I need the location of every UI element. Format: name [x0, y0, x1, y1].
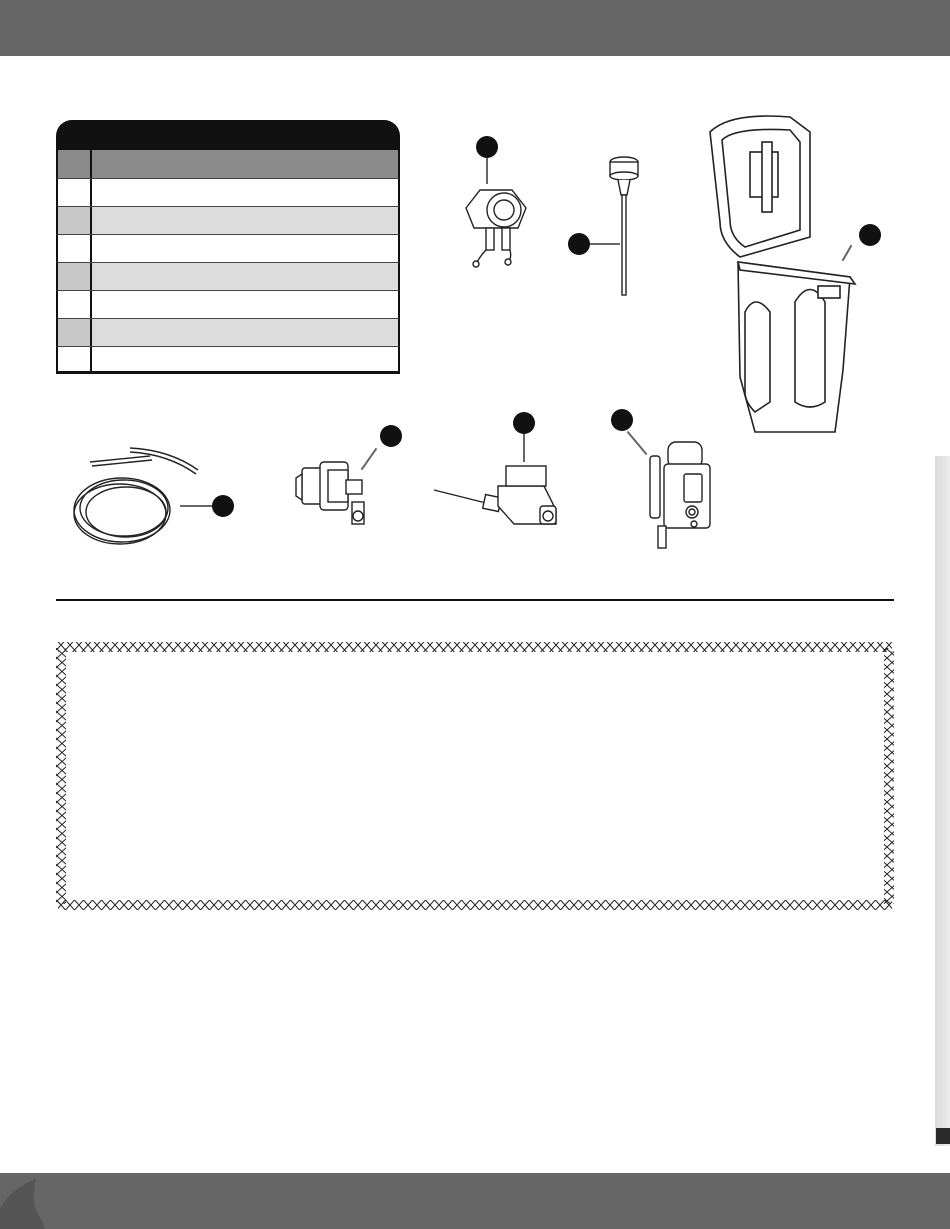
bulkhead-fitting-icon [292, 458, 372, 533]
power-adapter-icon [432, 458, 572, 533]
callout-marker [212, 495, 234, 517]
float-switch-icon [600, 155, 650, 300]
table-row [56, 290, 400, 318]
parts-table-header [56, 120, 400, 150]
table-row [56, 234, 400, 262]
brand-leaf-icon [0, 1173, 56, 1229]
pump-head-icon [456, 180, 536, 270]
callout-marker [568, 233, 590, 255]
callout-marker [380, 425, 402, 447]
header-bar [0, 0, 950, 56]
footer-bar [0, 1173, 950, 1229]
table-row [56, 262, 400, 290]
parts-table [56, 120, 400, 374]
reservoir-tank-icon [700, 112, 865, 437]
notice-box [52, 640, 898, 914]
table-row [56, 206, 400, 234]
section-divider [56, 599, 894, 601]
callout-marker [476, 136, 498, 158]
callout-marker [513, 412, 535, 434]
tubing-coil-icon [70, 440, 210, 550]
callout-marker [611, 409, 633, 431]
table-row [56, 346, 400, 372]
section-marker [936, 1128, 950, 1144]
controller-module-icon [644, 436, 724, 554]
table-row [56, 178, 400, 206]
table-row [56, 318, 400, 346]
section-side-tab [935, 456, 950, 1146]
parts-table-column-header [56, 150, 400, 178]
